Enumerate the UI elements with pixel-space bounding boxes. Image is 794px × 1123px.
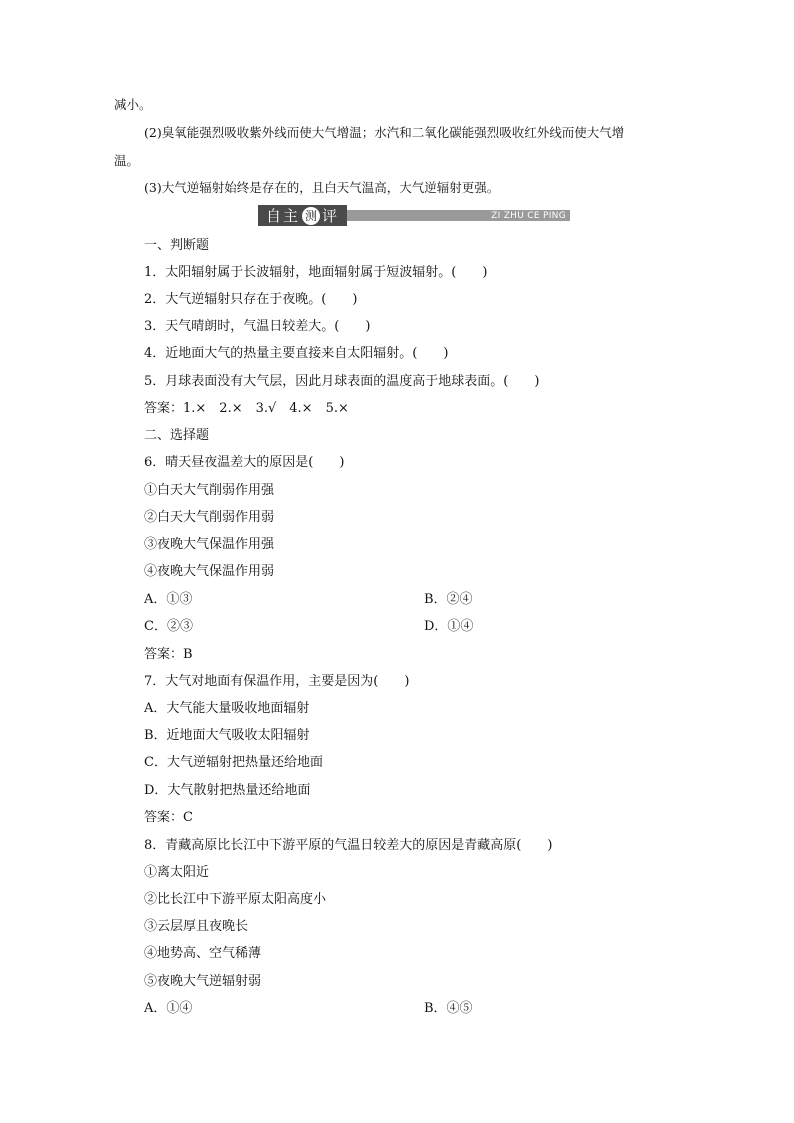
q8-option-b: B．④⑤ [424, 1001, 473, 1016]
banner-title [258, 205, 347, 226]
q7-answer: 答案：C [144, 810, 193, 825]
judge-item-2: 2．大气逆辐射只存在于夜晚。( ) [144, 292, 358, 307]
q8-statement-1: ①离太阳近 [144, 865, 210, 880]
q6-option-b: B．②④ [424, 592, 473, 607]
q6-statement-2: ②白天大气削弱作用弱 [144, 510, 275, 525]
q8-statement-3: ③云层厚且夜晚长 [144, 919, 249, 934]
judge-item-1: 1．太阳辐射属于长波辐射，地面辐射属于短波辐射。( ) [144, 265, 488, 280]
section1-heading: 一、判断题 [144, 238, 210, 253]
banner-title-part3: 评 [322, 207, 340, 225]
q7-option-d: D．大气散射把热量还给地面 [144, 783, 311, 798]
q7-stem: 7．大气对地面有保温作用，主要是因为( ) [144, 674, 410, 689]
q6-stem: 6．晴天昼夜温差大的原因是( ) [144, 455, 345, 470]
banner-title-part1: 自主 [266, 207, 301, 225]
intro-line-2: (2)臭氧能强烈吸收紫外线而使大气增温；水汽和二氧化碳能强烈吸收红外线而使大气增 [144, 125, 625, 140]
q6-option-a: A．①③ [144, 592, 193, 607]
q8-statement-2: ②比长江中下游平原太阳高度小 [144, 892, 327, 907]
q6-statement-4: ④夜晚大气保温作用弱 [144, 564, 275, 579]
judge-answer: 答案：1.× 2.× 3.√ 4.× 5.× [144, 401, 349, 416]
intro-line-4: (3)大气逆辐射始终是存在的，且白天气温高，大气逆辐射更强。 [144, 180, 500, 195]
q6-statement-1: ①白天大气削弱作用强 [144, 483, 275, 498]
q6-statement-3: ③夜晚大气保温作用强 [144, 537, 275, 552]
section-banner [258, 205, 570, 226]
q8-stem: 8．青藏高原比长江中下游平原的气温日较差大的原因是青藏高原( ) [144, 838, 553, 853]
q8-statement-4: ④地势高、空气稀薄 [144, 946, 262, 961]
banner-bar [347, 210, 570, 221]
q7-option-b: B．近地面大气吸收太阳辐射 [144, 728, 310, 743]
q7-option-c: C．大气逆辐射把热量还给地面 [144, 755, 323, 770]
q6-option-d: D．①④ [424, 619, 474, 634]
banner-title-circle: 测 [302, 207, 320, 225]
q8-option-a: A．①④ [144, 1001, 193, 1016]
q6-option-c: C．②③ [144, 619, 193, 634]
intro-line-1: 减小。 [114, 97, 152, 112]
judge-item-3: 3．天气晴朗时，气温日较差大。( ) [144, 319, 371, 334]
intro-line-3: 温。 [114, 153, 140, 168]
judge-item-4: 4．近地面大气的热量主要直接来自太阳辐射。( ) [144, 346, 449, 361]
q8-statement-5: ⑤夜晚大气逆辐射弱 [144, 974, 262, 989]
section2-heading: 二、选择题 [144, 428, 210, 443]
judge-item-5: 5．月球表面没有大气层，因此月球表面的温度高于地球表面。( ) [144, 374, 540, 389]
q6-answer: 答案：B [144, 647, 193, 662]
q7-option-a: A．大气能大量吸收地面辐射 [144, 701, 310, 716]
banner-pinyin: ZI ZHU CE PING [491, 210, 566, 221]
